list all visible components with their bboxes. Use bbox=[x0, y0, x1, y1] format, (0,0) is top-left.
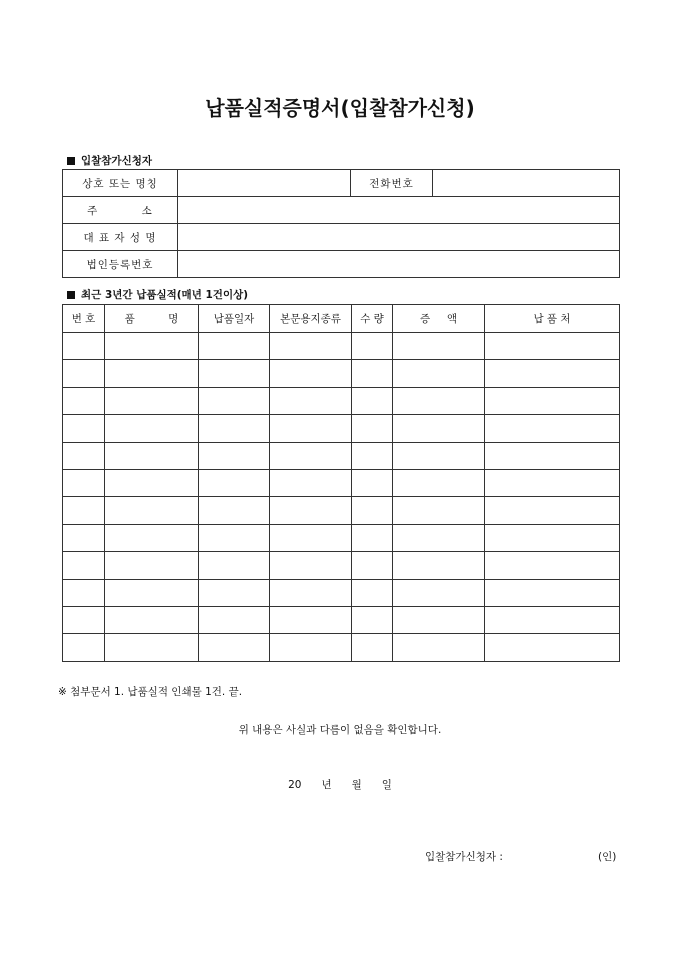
date-day-label: 일 bbox=[381, 779, 392, 791]
date-year-label: 년 bbox=[321, 779, 332, 791]
table-row bbox=[63, 579, 620, 606]
date-year-prefix: 20 bbox=[288, 779, 302, 791]
item-name-cell[interactable] bbox=[105, 469, 199, 496]
number-cell[interactable] bbox=[63, 415, 105, 442]
delivery-place-cell[interactable] bbox=[485, 606, 620, 633]
table-row bbox=[63, 469, 620, 496]
col-header-quantity: 수 량 bbox=[352, 305, 393, 333]
col-header-item-name: 품 명 bbox=[105, 305, 199, 333]
quantity-cell[interactable] bbox=[352, 333, 393, 360]
date-month-label: 월 bbox=[351, 779, 362, 791]
delivery-date-cell[interactable] bbox=[199, 552, 270, 579]
item-name-cell[interactable] bbox=[105, 442, 199, 469]
applicant-heading-text: 입찰참가신청자 bbox=[81, 155, 153, 167]
paper-type-cell[interactable] bbox=[270, 606, 352, 633]
number-cell[interactable] bbox=[63, 469, 105, 496]
delivery-date-cell[interactable] bbox=[199, 634, 270, 661]
records-table bbox=[62, 304, 620, 662]
delivery-date-cell[interactable] bbox=[199, 469, 270, 496]
amount-cell[interactable] bbox=[393, 415, 485, 442]
col-header-delivery-date: 납품일자 bbox=[199, 305, 270, 333]
delivery-place-cell[interactable] bbox=[485, 387, 620, 414]
table-row bbox=[63, 524, 620, 551]
amount-cell[interactable] bbox=[393, 634, 485, 661]
amount-cell[interactable] bbox=[393, 579, 485, 606]
item-name-cell[interactable] bbox=[105, 634, 199, 661]
quantity-cell[interactable] bbox=[352, 606, 393, 633]
records-body bbox=[63, 333, 620, 662]
delivery-date-cell[interactable] bbox=[199, 442, 270, 469]
delivery-date-cell[interactable] bbox=[199, 333, 270, 360]
number-cell[interactable] bbox=[63, 497, 105, 524]
delivery-place-cell[interactable] bbox=[485, 415, 620, 442]
address-label: 주 소 bbox=[63, 197, 178, 224]
number-cell[interactable] bbox=[63, 333, 105, 360]
black-square-icon bbox=[67, 157, 75, 165]
table-row bbox=[63, 634, 620, 661]
amount-cell[interactable] bbox=[393, 442, 485, 469]
company-label: 상호 또는 명칭 bbox=[63, 170, 178, 197]
delivery-place-cell[interactable] bbox=[485, 552, 620, 579]
item-name-cell[interactable] bbox=[105, 360, 199, 387]
paper-type-cell[interactable] bbox=[270, 442, 352, 469]
table-row bbox=[63, 552, 620, 579]
applicant-section-heading bbox=[67, 153, 152, 168]
records-heading-text: 최근 3년간 납품실적(매년 1건이상) bbox=[81, 289, 249, 301]
quantity-cell[interactable] bbox=[352, 524, 393, 551]
paper-type-cell[interactable] bbox=[270, 579, 352, 606]
table-row bbox=[63, 360, 620, 387]
address-field[interactable] bbox=[178, 197, 620, 224]
phone-label: 전화번호 bbox=[351, 170, 433, 197]
corp-reg-label: 법인등록번호 bbox=[63, 251, 178, 278]
number-cell[interactable] bbox=[63, 524, 105, 551]
delivery-date-cell[interactable] bbox=[199, 606, 270, 633]
delivery-place-cell[interactable] bbox=[485, 497, 620, 524]
delivery-date-cell[interactable] bbox=[199, 497, 270, 524]
number-cell[interactable] bbox=[63, 634, 105, 661]
amount-cell[interactable] bbox=[393, 524, 485, 551]
paper-type-cell[interactable] bbox=[270, 552, 352, 579]
number-cell[interactable] bbox=[63, 579, 105, 606]
delivery-place-cell[interactable] bbox=[485, 469, 620, 496]
corp-reg-field[interactable] bbox=[178, 251, 620, 278]
amount-cell[interactable] bbox=[393, 360, 485, 387]
item-name-cell[interactable] bbox=[105, 524, 199, 551]
table-row bbox=[63, 333, 620, 360]
col-header-delivery-place: 납 품 처 bbox=[485, 305, 620, 333]
quantity-cell[interactable] bbox=[352, 552, 393, 579]
item-name-cell[interactable] bbox=[105, 552, 199, 579]
phone-field[interactable] bbox=[433, 170, 620, 197]
corp-reg-row bbox=[63, 251, 620, 278]
page-title: 납품실적증명서(입찰참가신청) bbox=[205, 96, 475, 120]
date-line bbox=[0, 777, 680, 792]
address-row bbox=[63, 197, 620, 224]
item-name-cell[interactable] bbox=[105, 415, 199, 442]
black-square-icon bbox=[67, 291, 75, 299]
item-name-cell[interactable] bbox=[105, 387, 199, 414]
delivery-date-cell[interactable] bbox=[199, 415, 270, 442]
attachment-note: ※ 첨부문서 1. 납품실적 인쇄물 1건. 끝. bbox=[58, 686, 243, 698]
delivery-place-cell[interactable] bbox=[485, 360, 620, 387]
company-row bbox=[63, 170, 620, 197]
table-row bbox=[63, 387, 620, 414]
paper-type-cell[interactable] bbox=[270, 415, 352, 442]
quantity-cell[interactable] bbox=[352, 634, 393, 661]
paper-type-cell[interactable] bbox=[270, 497, 352, 524]
quantity-cell[interactable] bbox=[352, 415, 393, 442]
delivery-date-cell[interactable] bbox=[199, 387, 270, 414]
quantity-cell[interactable] bbox=[352, 497, 393, 524]
delivery-place-cell[interactable] bbox=[485, 333, 620, 360]
item-name-cell[interactable] bbox=[105, 606, 199, 633]
amount-cell[interactable] bbox=[393, 497, 485, 524]
quantity-cell[interactable] bbox=[352, 387, 393, 414]
representative-field[interactable] bbox=[178, 224, 620, 251]
paper-type-cell[interactable] bbox=[270, 469, 352, 496]
amount-cell[interactable] bbox=[393, 333, 485, 360]
item-name-cell[interactable] bbox=[105, 333, 199, 360]
item-name-cell[interactable] bbox=[105, 579, 199, 606]
number-cell[interactable] bbox=[63, 606, 105, 633]
table-row bbox=[63, 497, 620, 524]
paper-type-cell[interactable] bbox=[270, 360, 352, 387]
table-row bbox=[63, 415, 620, 442]
col-header-number: 번 호 bbox=[63, 305, 105, 333]
delivery-place-cell[interactable] bbox=[485, 579, 620, 606]
amount-cell[interactable] bbox=[393, 387, 485, 414]
paper-type-cell[interactable] bbox=[270, 333, 352, 360]
delivery-date-cell[interactable] bbox=[199, 360, 270, 387]
col-header-amount: 증 액 bbox=[393, 305, 485, 333]
quantity-cell[interactable] bbox=[352, 579, 393, 606]
number-cell[interactable] bbox=[63, 552, 105, 579]
quantity-cell[interactable] bbox=[352, 442, 393, 469]
representative-label: 대 표 자 성 명 bbox=[63, 224, 178, 251]
number-cell[interactable] bbox=[63, 387, 105, 414]
delivery-place-cell[interactable] bbox=[485, 442, 620, 469]
confirmation-statement: 위 내용은 사실과 다름이 없음을 확인합니다. bbox=[238, 724, 442, 736]
number-cell[interactable] bbox=[63, 442, 105, 469]
records-header-row bbox=[63, 305, 620, 333]
quantity-cell[interactable] bbox=[352, 469, 393, 496]
seal-mark: (인) bbox=[598, 851, 617, 863]
table-row bbox=[63, 606, 620, 633]
delivery-place-cell[interactable] bbox=[485, 634, 620, 661]
number-cell[interactable] bbox=[63, 360, 105, 387]
applicant-table bbox=[62, 169, 620, 278]
amount-cell[interactable] bbox=[393, 552, 485, 579]
item-name-cell[interactable] bbox=[105, 497, 199, 524]
paper-type-cell[interactable] bbox=[270, 387, 352, 414]
col-header-paper-type: 본문용지종류 bbox=[270, 305, 352, 333]
paper-type-cell[interactable] bbox=[270, 634, 352, 661]
delivery-date-cell[interactable] bbox=[199, 579, 270, 606]
delivery-date-cell[interactable] bbox=[199, 524, 270, 551]
quantity-cell[interactable] bbox=[352, 360, 393, 387]
amount-cell[interactable] bbox=[393, 469, 485, 496]
delivery-place-cell[interactable] bbox=[485, 524, 620, 551]
records-section-heading bbox=[67, 287, 248, 302]
amount-cell[interactable] bbox=[393, 606, 485, 633]
company-field[interactable] bbox=[178, 170, 351, 197]
signature-label: 입찰참가신청자 : bbox=[425, 851, 503, 863]
paper-type-cell[interactable] bbox=[270, 524, 352, 551]
representative-row bbox=[63, 224, 620, 251]
table-row bbox=[63, 442, 620, 469]
